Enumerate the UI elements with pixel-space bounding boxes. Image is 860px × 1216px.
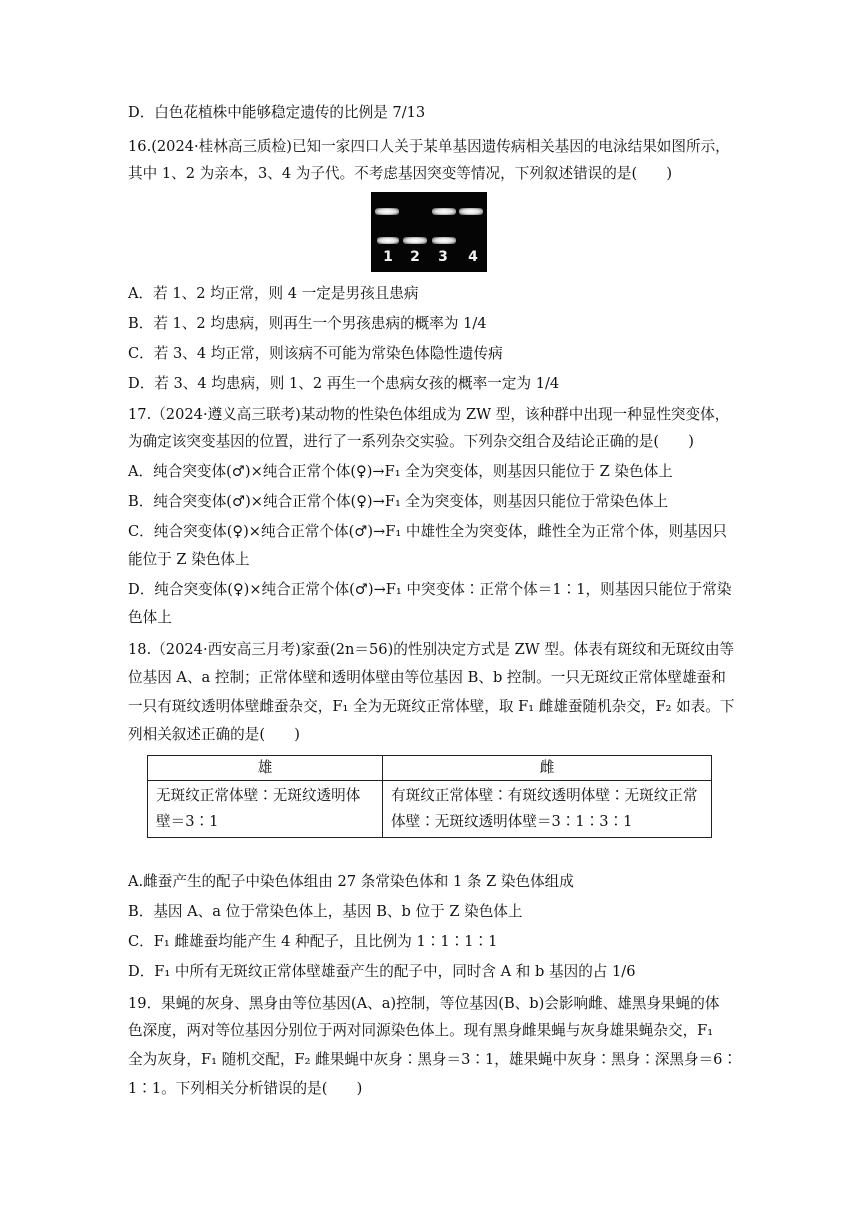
q17-option-b: B．纯合突变体(♂)×纯合正常个体(♀)→F₁ 全为突变体，则基因只能位于常染色体上 [128, 493, 669, 510]
gel-lane-label-1: 1 [383, 249, 393, 265]
table-row [148, 781, 712, 838]
q18-option-b: B．基因 A、a 位于常染色体上，基因 B、b 位于 Z 染色体上 [128, 903, 523, 920]
q18-stem-line-1: 18.（2024·西安高三月考)家蚕(2n＝56)的性别决定方式是 ZW 型。体表有斑纹和无斑纹由等 [128, 641, 735, 658]
table-cell-male: 无斑纹正常体壁∶无斑纹透明体壁＝3∶1 [148, 781, 383, 838]
gel-band-lane-3-upper [432, 208, 456, 215]
q18-option-c: C．F₁ 雌雄蚕均能产生 4 种配子，且比例为 1∶1∶1∶1 [128, 933, 498, 950]
q15-option-d: D．白色花植株中能够稳定遗传的比例是 7/13 [128, 104, 426, 121]
q18-option-d: D．F₁ 中所有无斑纹正常体壁雄蚕产生的配子中，同时含 A 和 b 基因的占 1/6 [128, 963, 636, 980]
q16-option-d: D．若 3、4 均患病，则 1、2 再生一个患病女孩的概率一定为 1/4 [128, 375, 560, 392]
table-header-male: 雄 [148, 756, 383, 781]
q17-stem-line-1: 17.（2024·遵义高三联考)某动物的性染色体组成为 ZW 型，该种群中出现一种显性突变体， [128, 406, 730, 423]
gel-band-lane-3-lower [432, 237, 456, 244]
q18-stem-line-3: 一只有斑纹透明体壁雌蚕杂交，F₁ 全为无斑纹正常体壁，取 F₁ 雌雄蚕随机杂交，F₂ 如表。下 [128, 698, 735, 715]
table-header-row [148, 756, 712, 781]
gel-lane-label-2: 2 [410, 249, 420, 265]
gel-band-lane-1-lower [377, 237, 399, 244]
q19-stem-line-3: 全为灰身，F₁ 随机交配，F₂ 雌果蝇中灰身∶黑身＝3∶1，雄果蝇中灰身∶黑身∶深黑身＝6∶ [128, 1051, 738, 1068]
q18-option-a: A.雌蚕产生的配子中染色体组由 27 条常染色体和 1 条 Z 染色体组成 [128, 873, 574, 890]
q19-stem-line-4: 1∶1。下列相关分析错误的是( ) [128, 1080, 363, 1097]
q17-stem-line-2: 为确定该突变基因的位置，进行了一系列杂交实验。下列杂交组合及结论正确的是( ) [128, 433, 694, 450]
gel-band-lane-1-upper [375, 208, 399, 215]
q17-option-d-line-1: D．纯合突变体(♀)×纯合正常个体(♂)→F₁ 中突变体∶正常个体＝1∶1，则基因只能位于常染 [128, 581, 732, 598]
gel-lane-label-4: 4 [468, 249, 478, 265]
q16-option-c: C．若 3、4 均正常，则该病不可能为常染色体隐性遗传病 [128, 345, 503, 362]
q16-stem-line-1: 16.(2024·桂林高三质检)已知一家四口人关于某单基因遗传病相关基因的电泳结果如图所示， [128, 138, 730, 155]
q16-stem-line-2: 其中 1、2 为亲本，3、4 为子代。不考虑基因突变等情况，下列叙述错误的是( ) [128, 165, 673, 182]
q17-option-a: A．纯合突变体(♂)×纯合正常个体(♀)→F₁ 全为突变体，则基因只能位于 Z 染色体上 [128, 463, 673, 480]
f2-results-table [147, 755, 712, 838]
gel-band-lane-2-lower [403, 237, 427, 244]
q16-option-b: B．若 1、2 均患病，则再生一个男孩患病的概率为 1/4 [128, 315, 487, 332]
q19-stem-line-2: 色深度，两对等位基因分别位于两对同源染色体上。现有黑身雌果蝇与灰身雄果蝇杂交，F₁ [128, 1022, 714, 1039]
table-header-female: 雌 [383, 756, 712, 781]
q19-stem-line-1: 19．果蝇的灰身、黑身由等位基因(A、a)控制，等位基因(B、b)会影响雌、雄黑身果蝇的体 [128, 995, 720, 1012]
q18-stem-line-2: 位基因 A、a 控制；正常体壁和透明体壁由等位基因 B、b 控制。一只无斑纹正常体壁雄蚕和 [128, 669, 726, 686]
q18-stem-line-4: 列相关叙述正确的是( ) [128, 726, 300, 743]
electrophoresis-gel-image [371, 192, 487, 272]
table-cell-female: 有斑纹正常体壁∶有斑纹透明体壁∶无斑纹正常体壁∶无斑纹透明体壁＝3∶1∶3∶1 [383, 781, 712, 838]
q17-option-d-line-2: 色体上 [128, 609, 172, 626]
gel-band-lane-4-upper [459, 208, 483, 215]
q16-option-a: A．若 1、2 均正常，则 4 一定是男孩且患病 [128, 285, 419, 302]
gel-lane-label-3: 3 [438, 249, 448, 265]
q17-option-c-line-2: 能位于 Z 染色体上 [128, 551, 250, 568]
q17-option-c-line-1: C．纯合突变体(♀)×纯合正常个体(♂)→F₁ 中雄性全为突变体，雌性全为正常个体，则基因只 [128, 523, 727, 540]
